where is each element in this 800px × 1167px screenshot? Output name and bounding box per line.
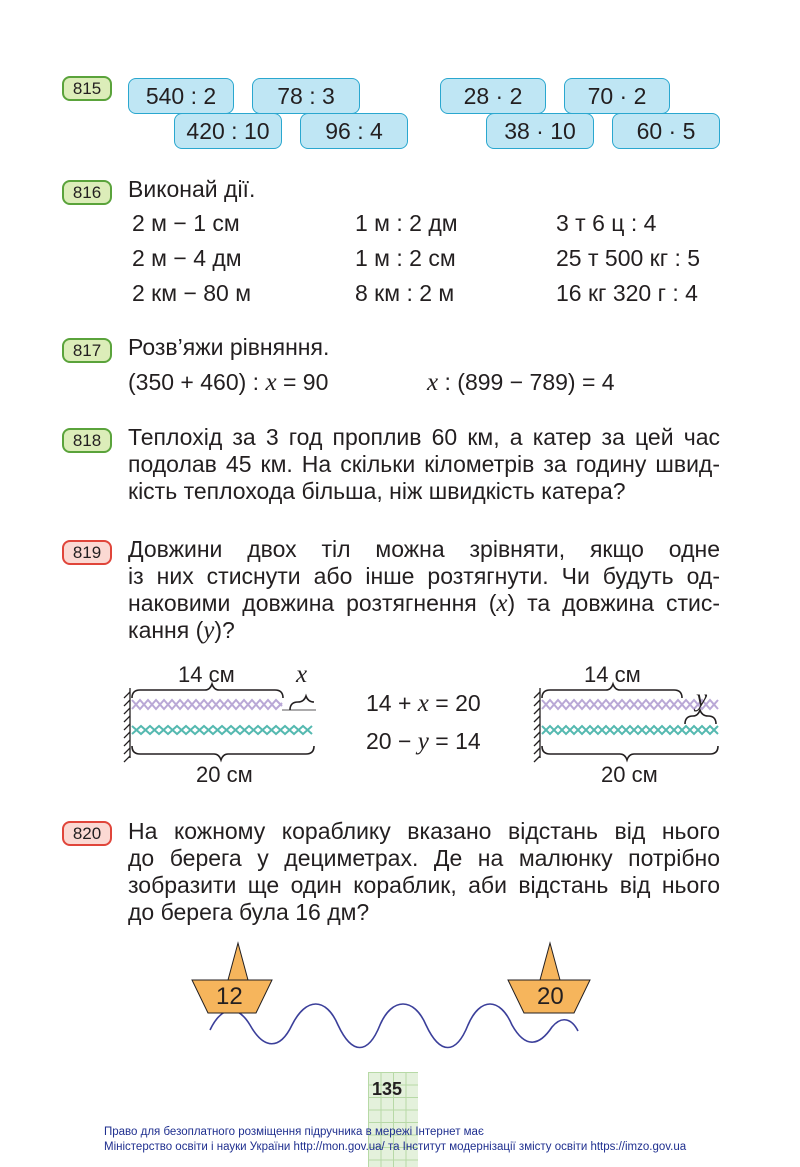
equation-x: 14 + x = 20 xyxy=(366,690,481,717)
boat-distance-right: 20 xyxy=(537,983,564,1010)
expression-card: 420 : 10 xyxy=(174,113,282,149)
expression-card: 38 · 10 xyxy=(486,113,594,149)
exercise-number-820: 820 xyxy=(62,821,112,846)
exercise-text: Теплохід за 3 год проплив 60 км, а катер за цей час подолав 45 км. На скільки кілометрів за годину швид- кість теплохода більша, ніж швидкість катера? xyxy=(128,424,720,504)
exercise-number-819: 819 xyxy=(62,540,112,565)
exercise-title: Розв’яжи рівняння. xyxy=(128,334,330,360)
length-label: 20 см xyxy=(601,762,658,787)
task-item: 2 км − 80 м xyxy=(132,280,252,306)
exercise-number-817: 817 xyxy=(62,338,112,363)
equation-2: x : (899 − 789) = 4 xyxy=(427,369,615,396)
task-item: 2 м − 4 дм xyxy=(132,245,242,271)
exercise-number-815: 815 xyxy=(62,76,112,101)
variable-label: x xyxy=(296,661,308,688)
task-item: 25 т 500 кг : 5 xyxy=(556,245,701,271)
exercise-number-818: 818 xyxy=(62,428,112,453)
boat-distance-left: 12 xyxy=(216,983,243,1010)
exercise-number-816: 816 xyxy=(62,180,112,205)
footer-line-1: Право для безоплатного розміщення підручника в мережі Інтернет має xyxy=(104,1126,484,1138)
expression-card: 96 : 4 xyxy=(300,113,408,149)
expression-card: 60 · 5 xyxy=(612,113,720,149)
variable-label: y xyxy=(696,685,708,712)
task-item: 2 м − 1 см xyxy=(132,210,240,236)
expression-card: 540 : 2 xyxy=(128,78,234,114)
task-item: 16 кг 320 г : 4 xyxy=(556,280,698,306)
task-item: 1 м : 2 см xyxy=(355,245,456,271)
equation-y: 20 − y = 14 xyxy=(366,728,481,755)
task-item: 1 м : 2 дм xyxy=(355,210,458,236)
expression-card: 28 · 2 xyxy=(440,78,546,114)
footer-line-2: Міністерство освіти і науки України http://mon.gov.ua/ та Інститут модернізації змісту освіти https://imzo.gov.ua xyxy=(104,1141,687,1153)
length-label: 14 см xyxy=(178,662,235,687)
page-number: 135 xyxy=(372,1079,403,1099)
task-item: 3 т 6 ц : 4 xyxy=(556,210,657,236)
task-item: 8 км : 2 м xyxy=(355,280,455,306)
length-label: 20 см xyxy=(196,762,253,787)
exercise-text: На кожному кораблику вказано відстань від нього до берега у дециметрах. Де на малюнку потрібно зобразити ще один кораблик, аби відстань від нього до берега була 16 дм? xyxy=(128,818,720,925)
expression-card: 78 : 3 xyxy=(252,78,360,114)
exercise-title: Виконай дії. xyxy=(128,176,256,202)
length-label: 14 см xyxy=(584,662,641,687)
equation-1: (350 + 460) : x = 90 xyxy=(128,369,329,396)
exercise-text: Довжини двох тіл можна зрівняти, якщо одне із них стиснути або інше розтягнути. Чи будуть од- наковими довжина розтягнення (x) та довжина стис- кання (y)? xyxy=(128,536,720,644)
expression-card: 70 · 2 xyxy=(564,78,670,114)
